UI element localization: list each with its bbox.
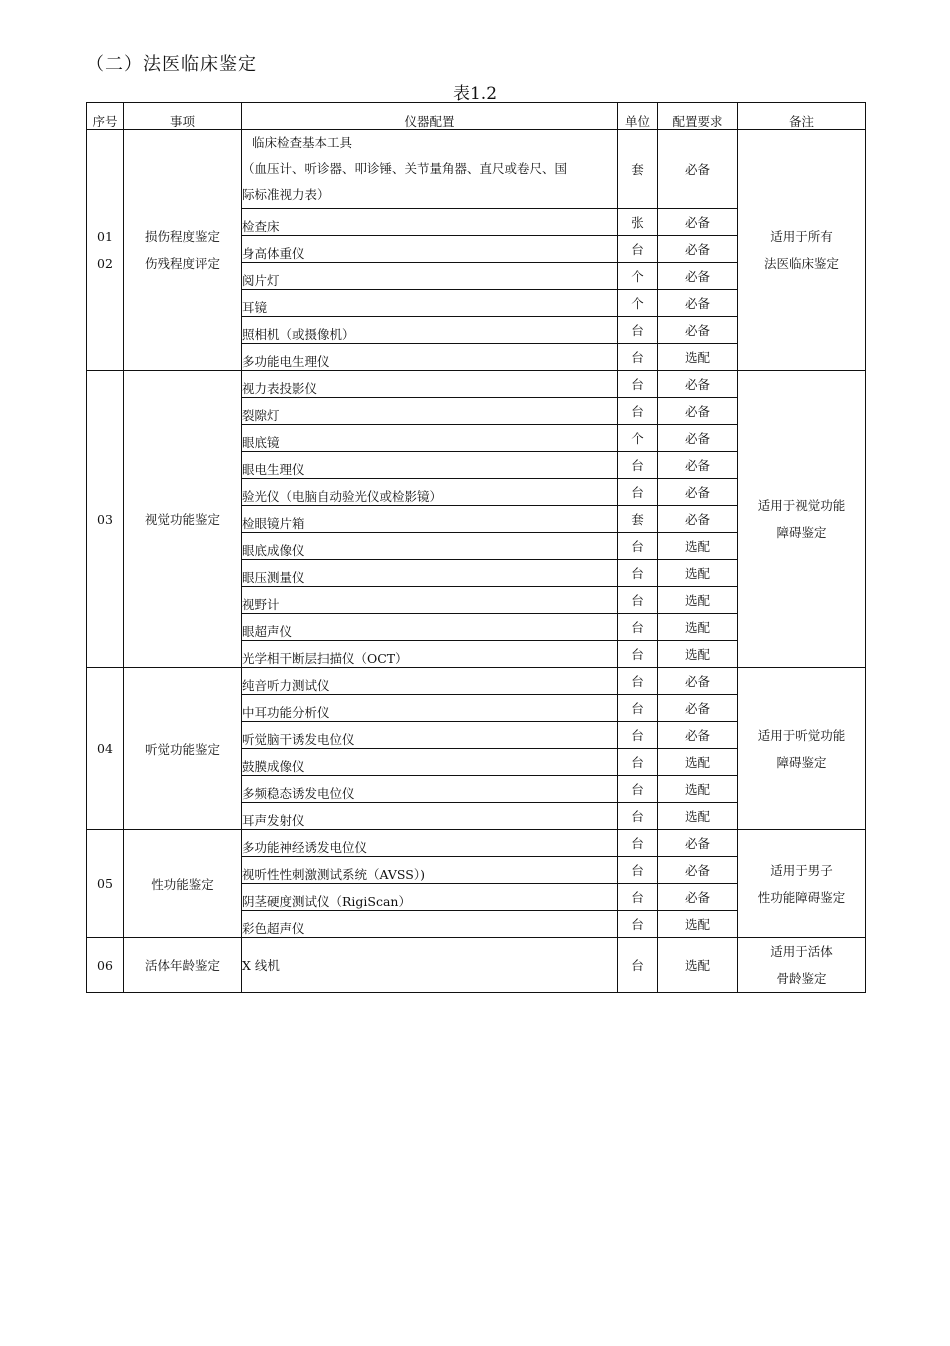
- unit-cell: 台: [618, 803, 658, 830]
- requirement-cell: 必备: [658, 425, 738, 452]
- remark-cell: [738, 668, 866, 830]
- group-item: 伤残程度评定: [144, 256, 220, 271]
- requirement-cell: 选配: [658, 614, 738, 641]
- requirement-cell: 必备: [658, 722, 738, 749]
- group-item-cell: 视觉功能鉴定: [124, 371, 242, 668]
- requirement-cell: 必备: [658, 209, 738, 236]
- instrument-cell: 眼电生理仪: [242, 452, 618, 479]
- unit-cell: 台: [618, 587, 658, 614]
- unit-cell: 台: [618, 641, 658, 668]
- instrument-cell: 听觉脑干诱发电位仪: [242, 722, 618, 749]
- table-row: [87, 830, 866, 857]
- instrument-cell: 鼓膜成像仪: [242, 749, 618, 776]
- unit-cell: 台: [618, 776, 658, 803]
- instrument-cell: 眼底成像仪: [242, 533, 618, 560]
- requirement-cell: 必备: [658, 263, 738, 290]
- instrument-cell: 视力表投影仪: [242, 371, 618, 398]
- requirement-cell: 必备: [658, 371, 738, 398]
- requirement-cell: 选配: [658, 749, 738, 776]
- unit-cell: 台: [618, 452, 658, 479]
- remark-line: 适用于活体: [770, 944, 833, 959]
- instrument-name: 临床检查基本工具: [252, 135, 353, 150]
- requirement-cell: 选配: [658, 911, 738, 938]
- requirement-cell: 选配: [658, 938, 738, 993]
- remark-line: 适用于男子: [770, 862, 833, 878]
- table-row: [87, 668, 866, 695]
- instrument-cell: 耳镜: [242, 290, 618, 317]
- instrument-cell: 验光仪（电脑自动验光仪或检影镜）: [242, 479, 618, 506]
- unit-cell: 台: [618, 317, 658, 344]
- unit-cell: 套: [618, 130, 658, 209]
- group-number-cell: [87, 130, 124, 371]
- unit-cell: 台: [618, 236, 658, 263]
- remark-cell: [738, 830, 866, 938]
- instrument-cell: 检眼镜片箱: [242, 506, 618, 533]
- group-item: 损伤程度鉴定: [144, 229, 220, 244]
- requirement-cell: 选配: [658, 641, 738, 668]
- instrument-cell: 视野计: [242, 587, 618, 614]
- instrument-cell: [242, 130, 618, 209]
- remark-cell: [738, 371, 866, 668]
- requirement-cell: 必备: [658, 130, 738, 209]
- remark-cell: [738, 130, 866, 371]
- instrument-cell: 阅片灯: [242, 263, 618, 290]
- table-row: [87, 371, 866, 398]
- requirement-cell: 必备: [658, 290, 738, 317]
- header-remark: 备注: [738, 103, 866, 130]
- unit-cell: 台: [618, 749, 658, 776]
- remark-cell: [738, 938, 866, 993]
- instrument-cell: 彩色超声仪: [242, 911, 618, 938]
- instrument-cell: 中耳功能分析仪: [242, 695, 618, 722]
- requirement-cell: 选配: [658, 803, 738, 830]
- table-row: [87, 130, 866, 209]
- unit-cell: 台: [618, 857, 658, 884]
- group-item-cell: 活体年龄鉴定: [124, 938, 242, 993]
- table-header-row: [87, 103, 866, 130]
- header-no: 序号: [87, 103, 124, 130]
- header-requirement: 配置要求: [658, 103, 738, 130]
- unit-cell: 台: [618, 533, 658, 560]
- unit-cell: 台: [618, 371, 658, 398]
- group-item-cell: 性功能鉴定: [124, 830, 242, 938]
- remark-line: 性功能障碍鉴定: [757, 889, 846, 905]
- unit-cell: 台: [618, 695, 658, 722]
- remark-line: 适用于听觉功能: [757, 727, 846, 743]
- requirement-cell: 必备: [658, 857, 738, 884]
- instrument-cell: 照相机（或摄像机）: [242, 317, 618, 344]
- instrument-cell: 视听性性刺激测试系统（AVSS）): [242, 857, 618, 884]
- instrument-note: 际标准视力表）: [242, 187, 330, 202]
- table-caption: 表1.2: [452, 84, 498, 104]
- group-item-cell: [124, 130, 242, 371]
- header-item: 事项: [124, 103, 242, 130]
- requirement-cell: 必备: [658, 452, 738, 479]
- requirement-cell: 选配: [658, 587, 738, 614]
- instrument-cell: 纯音听力测试仪: [242, 668, 618, 695]
- remark-line: 骨龄鉴定: [776, 971, 827, 986]
- unit-cell: 台: [618, 911, 658, 938]
- unit-cell: 台: [618, 722, 658, 749]
- instrument-cell: X 线机: [242, 938, 618, 993]
- requirement-cell: 必备: [658, 506, 738, 533]
- remark-line: 适用于所有: [770, 229, 833, 244]
- unit-cell: 个: [618, 290, 658, 317]
- requirement-cell: 必备: [658, 317, 738, 344]
- group-number: 02: [97, 256, 113, 271]
- header-instrument: 仪器配置: [242, 103, 618, 130]
- table-row: [87, 938, 866, 993]
- requirement-cell: 选配: [658, 344, 738, 371]
- remark-line: 障碍鉴定: [776, 525, 827, 540]
- requirement-cell: 必备: [658, 695, 738, 722]
- unit-cell: 张: [618, 209, 658, 236]
- unit-cell: 台: [618, 398, 658, 425]
- remark-line: 适用于视觉功能: [757, 498, 846, 513]
- equipment-table: [86, 102, 866, 993]
- unit-cell: 台: [618, 884, 658, 911]
- unit-cell: 台: [618, 938, 658, 993]
- unit-cell: 个: [618, 425, 658, 452]
- instrument-cell: 眼超声仪: [242, 614, 618, 641]
- group-number-cell: 03: [87, 371, 124, 668]
- requirement-cell: 选配: [658, 560, 738, 587]
- requirement-cell: 必备: [658, 479, 738, 506]
- remark-line: 障碍鉴定: [776, 754, 827, 770]
- requirement-cell: 必备: [658, 236, 738, 263]
- instrument-cell: 多功能神经诱发电位仪: [242, 830, 618, 857]
- instrument-cell: 眼压测量仪: [242, 560, 618, 587]
- unit-cell: 套: [618, 506, 658, 533]
- header-unit: 单位: [618, 103, 658, 130]
- unit-cell: 台: [618, 830, 658, 857]
- requirement-cell: 必备: [658, 398, 738, 425]
- instrument-cell: 裂隙灯: [242, 398, 618, 425]
- requirement-cell: 必备: [658, 884, 738, 911]
- requirement-cell: 选配: [658, 776, 738, 803]
- unit-cell: 台: [618, 560, 658, 587]
- instrument-cell: 眼底镜: [242, 425, 618, 452]
- unit-cell: 台: [618, 479, 658, 506]
- instrument-cell: 多频稳态诱发电位仪: [242, 776, 618, 803]
- instrument-cell: 阴茎硬度测试仪（RigiScan）: [242, 884, 618, 911]
- unit-cell: 个: [618, 263, 658, 290]
- group-number-cell: 05: [87, 830, 124, 938]
- group-number-cell: 06: [87, 938, 124, 993]
- instrument-cell: 多功能电生理仪: [242, 344, 618, 371]
- requirement-cell: 必备: [658, 830, 738, 857]
- remark-line: 法医临床鉴定: [763, 256, 839, 271]
- instrument-note: （血压计、听诊器、叩诊锤、关节量角器、直尺或卷尺、国: [242, 161, 568, 176]
- group-item-cell: 听觉功能鉴定: [124, 668, 242, 830]
- group-number: 01: [97, 229, 113, 244]
- section-title: （二）法医临床鉴定: [86, 54, 257, 75]
- unit-cell: 台: [618, 614, 658, 641]
- instrument-cell: 身高体重仪: [242, 236, 618, 263]
- instrument-cell: 耳声发射仪: [242, 803, 618, 830]
- group-number-cell: 04: [87, 668, 124, 830]
- requirement-cell: 必备: [658, 668, 738, 695]
- requirement-cell: 选配: [658, 533, 738, 560]
- instrument-cell: 检查床: [242, 209, 618, 236]
- unit-cell: 台: [618, 344, 658, 371]
- instrument-cell: 光学相干断层扫描仪（OCT）: [242, 641, 618, 668]
- unit-cell: 台: [618, 668, 658, 695]
